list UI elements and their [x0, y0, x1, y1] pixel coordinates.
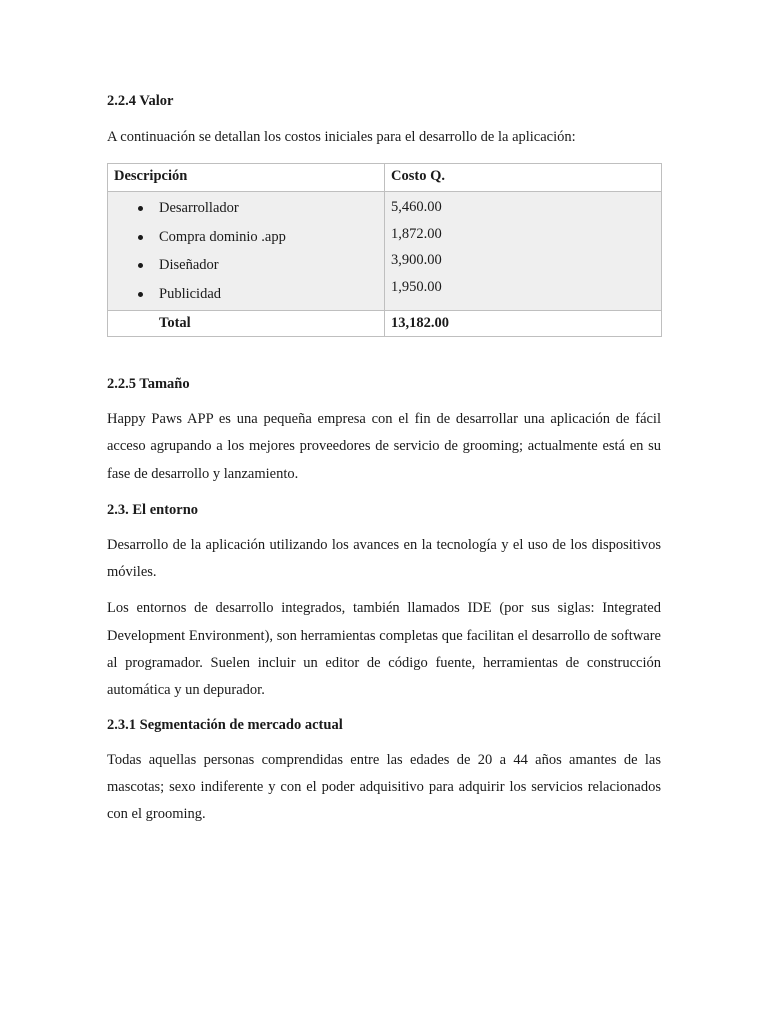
- list-item: [114, 194, 378, 223]
- cost-table-header-row: [108, 164, 662, 192]
- cost-description-list: [114, 194, 378, 308]
- item-cost: 5,460.00: [391, 199, 442, 215]
- cost-table: [107, 163, 662, 337]
- segmentacion-paragraph: Todas aquellas personas comprendidas entre las edades de 20 a 44 años amantes de las mascotas; sexo indiferente y con el poder adquisitivo para adquirir los servicios relacionados con el grooming.: [107, 751, 661, 823]
- item-description: Desarrollador: [159, 200, 239, 216]
- heading-tamano: 2.2.5 Tamaño: [107, 376, 190, 392]
- heading-entorno: 2.3. El entorno: [107, 501, 199, 518]
- list-item: [114, 280, 378, 309]
- header-description: Descripción: [108, 164, 385, 192]
- entorno-paragraph-1: Desarrollo de la aplicación utilizando los avances en la tecnología y el uso de los dispositivos móviles.: [107, 536, 661, 581]
- item-cost: 1,950.00: [391, 278, 442, 295]
- item-description: Diseñador: [159, 257, 219, 273]
- bullet-icon: [138, 206, 143, 211]
- item-description: Compra dominio .app: [159, 228, 286, 245]
- heading-segmentacion: 2.3.1 Segmentación de mercado actual: [107, 716, 343, 733]
- page-content: [107, 91, 661, 829]
- bullet-icon: [138, 263, 143, 268]
- cost-total-row: [108, 311, 662, 337]
- total-label: Total: [159, 315, 191, 331]
- entorno-paragraph-2: Los entornos de desarrollo integrados, también llamados IDE (por sus siglas: Integrated Development Environment), son herramientas completas que facilitan el desarrollo de software al programador. Suelen incluir un editor de código fuente, herramientas de construcción automática y un depurador.: [107, 600, 661, 699]
- item-cost: 1,872.00: [391, 225, 442, 242]
- cost-values-cell: [385, 192, 662, 311]
- bullet-icon: [138, 235, 143, 240]
- total-label-cell: [108, 311, 385, 337]
- bullet-icon: [138, 292, 143, 297]
- tamano-paragraph: Happy Paws APP es una pequeña empresa con el fin de desarrollar una aplicación de fácil acceso agrupando a los mejores proveedores de servicio de grooming; actualmente está en su fase de desarrollo y lanzamiento.: [107, 411, 661, 482]
- valor-intro: A continuación se detallan los costos iniciales para el desarrollo de la aplicación:: [107, 129, 576, 145]
- list-item: [114, 223, 378, 252]
- cost-value-list: [391, 194, 655, 300]
- total-value: 13,182.00: [385, 311, 662, 337]
- cost-descriptions-cell: [108, 192, 385, 311]
- header-cost: Costo Q.: [385, 164, 662, 192]
- cost-items-row: [108, 192, 662, 311]
- heading-valor: 2.2.4 Valor: [107, 93, 174, 109]
- item-cost: 3,900.00: [391, 252, 442, 269]
- item-description: Publicidad: [159, 285, 222, 302]
- list-item: [114, 251, 378, 280]
